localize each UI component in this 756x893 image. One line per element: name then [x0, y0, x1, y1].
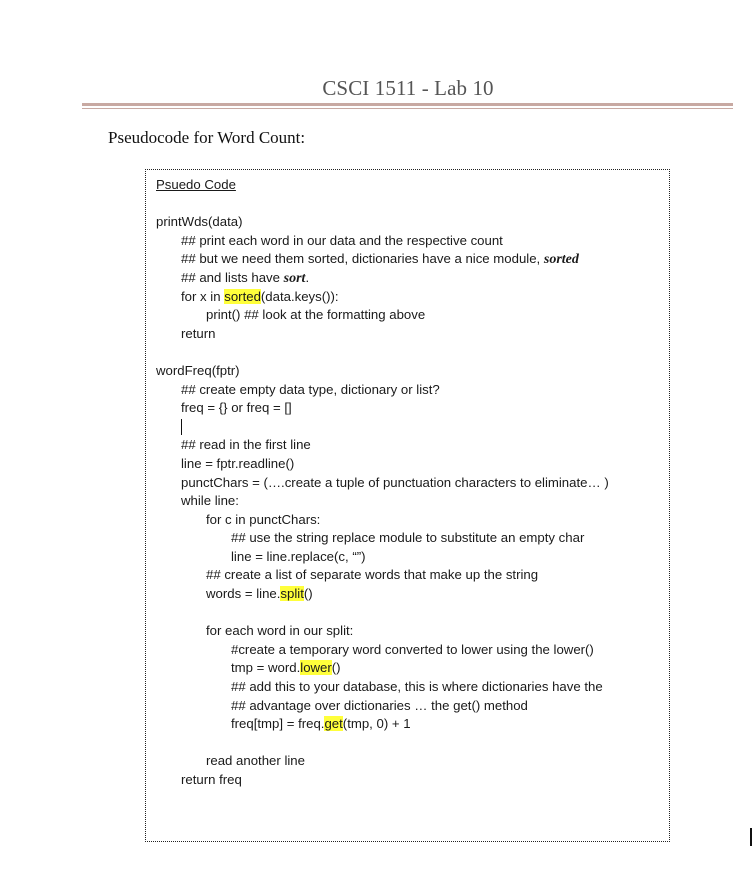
header-divider-thin [82, 108, 733, 109]
code-line: ## add this to your database, this is where dictionaries have the [231, 679, 603, 695]
blank-line [156, 604, 669, 623]
code-line: ## print each word in our data and the respective count [181, 232, 503, 248]
emphasis-text: sorted [543, 252, 579, 268]
pseudocode-lines [156, 176, 669, 790]
code-text: . [305, 269, 310, 285]
code-line: read another line [206, 753, 305, 769]
code-line: line = fptr.readline() [181, 455, 295, 471]
pseudocode-box [145, 169, 670, 842]
highlighted-text: sorted [224, 288, 261, 304]
code-text: words = line. [206, 586, 281, 602]
code-line [156, 418, 669, 437]
highlighted-text: split [280, 586, 304, 602]
code-line [156, 715, 669, 734]
code-line: #create a temporary word converted to lower using the lower() [231, 641, 594, 657]
code-line: ## create a list of separate words that make up the string [206, 567, 539, 583]
code-text: tmp = word. [231, 660, 301, 676]
code-text: freq[tmp] = freq. [231, 716, 325, 732]
code-line: for c in punctChars: [206, 511, 321, 527]
code-line: wordFreq(fptr) [156, 362, 240, 378]
code-line: return [181, 325, 216, 341]
code-text: () [331, 660, 341, 676]
code-line: ## advantage over dictionaries … the get() method [231, 697, 528, 713]
code-line [156, 269, 669, 288]
blank-line [156, 734, 669, 753]
code-text: for x in [181, 288, 225, 304]
section-heading: Pseudocode for Word Count: [108, 128, 306, 147]
code-line: ## create empty data type, dictionary or list? [181, 381, 440, 397]
code-line: printWds(data) [156, 214, 243, 230]
code-line: freq = {} or freq = [] [181, 400, 292, 416]
code-text: ## but we need them sorted, dictionaries have a nice module, [181, 251, 544, 267]
code-text: ## and lists have [181, 269, 284, 285]
highlighted-text: get [324, 716, 343, 732]
code-line: ## read in the first line [181, 437, 311, 453]
code-line: ## use the string replace module to substitute an empty char [231, 530, 585, 546]
blank-line [156, 343, 669, 362]
code-line: for each word in our split: [206, 623, 354, 639]
blank-line [156, 195, 669, 214]
code-line [156, 659, 669, 678]
code-line: return freq [181, 772, 242, 787]
code-line [156, 288, 669, 307]
code-line: punctChars = (….create a tuple of punctuation characters to eliminate… ) [181, 474, 609, 490]
text-cursor [181, 419, 182, 435]
code-line: while line: [181, 493, 239, 509]
code-text: () [303, 586, 313, 602]
code-text: (data.keys()): [260, 288, 339, 304]
code-line: line = line.replace(c, “”) [231, 548, 366, 564]
code-line [156, 176, 669, 195]
highlighted-text: lower [300, 660, 332, 676]
text-cursor-edge [750, 828, 752, 846]
emphasis-text: sort [283, 270, 306, 286]
code-line [156, 585, 669, 604]
code-text: (tmp, 0) + 1 [342, 716, 411, 732]
code-line [156, 250, 669, 269]
pseudocode-label: Psuedo Code [156, 177, 236, 192]
code-line: print() ## look at the formatting above [206, 307, 426, 323]
header-divider [82, 103, 733, 106]
document-header-title: CSCI 1511 - Lab 10 [322, 76, 494, 100]
